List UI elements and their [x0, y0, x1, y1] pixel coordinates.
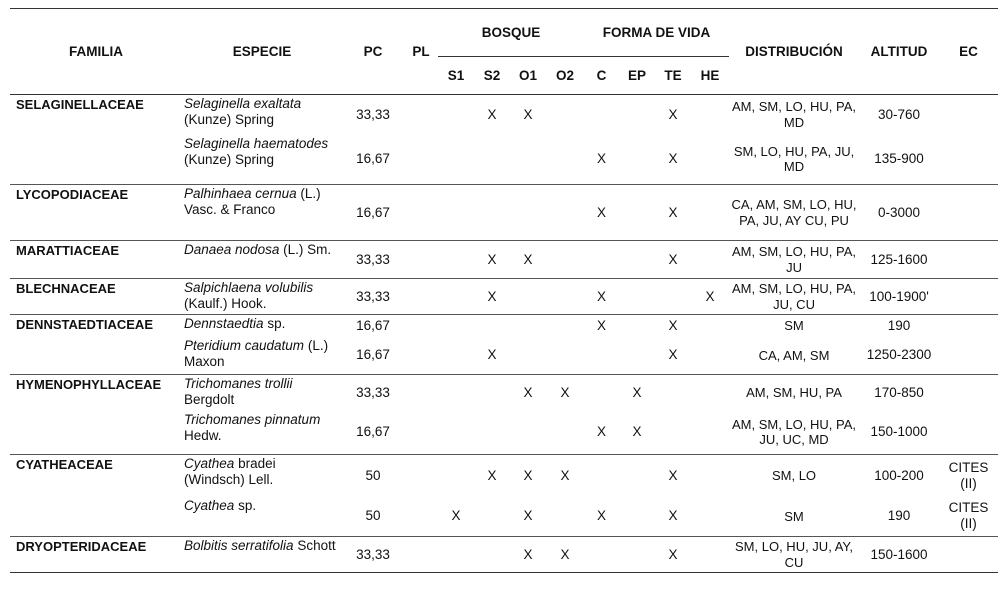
ep-cell — [619, 455, 655, 497]
especie-author: Hedw. — [184, 427, 222, 443]
c-cell: X — [597, 151, 607, 167]
header-o2: O2 — [546, 57, 584, 95]
especie-author: (Kunze) Spring — [184, 151, 275, 167]
he-cell — [691, 241, 729, 279]
header-bosque: BOSQUE — [438, 9, 584, 57]
especie-genus: Danaea nodosa — [184, 242, 280, 257]
he-cell — [691, 315, 729, 337]
familia-cell: DENNSTAEDTIACEAE — [10, 315, 182, 337]
especie-author: (L.) Sm. — [283, 242, 332, 257]
s1-cell — [438, 279, 474, 315]
o2-cell — [546, 95, 584, 135]
s2-cell — [474, 537, 510, 573]
altitud-cell: 100-200 — [859, 455, 939, 497]
especie-author: Bergdolt — [184, 392, 235, 407]
table-row — [10, 337, 998, 375]
table-row — [10, 455, 998, 497]
header-c: C — [584, 57, 619, 95]
pl-cell — [404, 135, 438, 185]
ec-cell — [939, 315, 998, 337]
especie-genus: Selaginella exaltata — [184, 96, 302, 111]
distribucion-cell: SM, LO, HU, PA, JU, MD — [733, 143, 855, 175]
especie-genus: Cyathea — [184, 497, 235, 513]
ep-cell — [619, 95, 655, 135]
he-cell — [691, 375, 729, 411]
altitud-cell: 190 — [859, 315, 939, 337]
he-cell — [691, 95, 729, 135]
pc-cell: 33,33 — [342, 375, 404, 411]
distribucion-cell: AM, SM, HU, PA — [729, 375, 859, 411]
especie-genus: Bolbitis serratifolia — [184, 538, 294, 553]
o1-cell — [510, 185, 546, 241]
c-cell — [584, 455, 619, 497]
o2-cell — [546, 185, 584, 241]
especie-cell — [182, 497, 342, 537]
o1-cell — [510, 337, 546, 375]
distribucion-cell: AM, SM, LO, HU, PA, JU — [729, 241, 859, 279]
especie-author: sp. — [238, 497, 257, 513]
familia-cell: SELAGINELLACEAE — [10, 95, 182, 135]
he-cell — [691, 185, 729, 241]
ep-cell — [619, 337, 655, 375]
distribucion-cell: SM — [729, 315, 859, 337]
altitud-cell: 135-900 — [874, 151, 924, 167]
te-cell — [655, 411, 691, 455]
o2-cell — [546, 497, 584, 537]
pc-cell: 16,67 — [342, 315, 404, 337]
s1-cell — [438, 185, 474, 241]
te-cell: X — [655, 241, 691, 279]
s1-cell — [438, 411, 474, 455]
ep-cell — [619, 135, 655, 185]
header-forma-de-vida: FORMA DE VIDA — [584, 9, 729, 57]
ep-cell — [619, 279, 655, 315]
pl-cell — [404, 455, 438, 497]
pc-cell: 16,67 — [342, 185, 404, 241]
altitud-cell: 30-760 — [859, 95, 939, 135]
s2-cell — [474, 497, 510, 537]
s1-cell: X — [451, 508, 461, 524]
he-cell — [691, 337, 729, 375]
c-cell: X — [597, 508, 607, 524]
he-cell: X — [691, 279, 729, 315]
distribucion-cell: AM, SM, LO, HU, PA, JU, UC, MD — [732, 416, 857, 448]
pc-cell: 16,67 — [356, 347, 390, 363]
he-cell — [691, 135, 729, 185]
ep-cell: X — [632, 424, 642, 440]
ep-cell — [619, 315, 655, 337]
s2-cell: X — [474, 241, 510, 279]
distribucion-cell: CA, AM, SM, LO, HU, PA, JU, AY CU, PU — [729, 185, 859, 241]
header-especie: ESPECIE — [182, 9, 342, 95]
pc-cell: 33,33 — [342, 537, 404, 573]
pl-cell — [404, 279, 438, 315]
especie-genus: Palhinhaea cernua — [184, 186, 297, 201]
o1-cell — [510, 411, 546, 455]
s2-cell: X — [487, 347, 497, 363]
c-cell: X — [584, 315, 619, 337]
especie-cell — [182, 537, 342, 573]
species-table — [10, 8, 998, 573]
familia-cell — [10, 135, 182, 185]
header-distribucion: DISTRIBUCIÓN — [729, 9, 859, 95]
altitud-cell: 170-850 — [859, 375, 939, 411]
especie-genus: Selaginella haematodes — [184, 135, 329, 151]
pl-cell — [404, 411, 438, 455]
especie-author: (L.) Maxon — [184, 337, 329, 369]
familia-cell — [10, 337, 182, 375]
c-cell: X — [597, 424, 607, 440]
o1-cell: X — [523, 508, 533, 524]
o1-cell — [510, 279, 546, 315]
pc-cell: 50 — [365, 508, 381, 524]
te-cell: X — [668, 347, 678, 363]
ep-cell: X — [619, 375, 655, 411]
especie-author: Schott — [297, 538, 336, 553]
pc-cell: 33,33 — [342, 95, 404, 135]
ec-cell: CITES (II) — [939, 455, 998, 497]
table-row — [10, 537, 998, 573]
o2-cell — [546, 279, 584, 315]
o1-cell — [510, 135, 546, 185]
c-cell — [584, 537, 619, 573]
altitud-cell: 150-1000 — [870, 424, 928, 440]
o1-cell: X — [510, 95, 546, 135]
distribucion-cell: AM, SM, LO, HU, PA, JU, CU — [729, 279, 859, 315]
header-ep: EP — [619, 57, 655, 95]
especie-genus: Salpichlaena volubilis — [184, 280, 314, 295]
header-s2: S2 — [474, 57, 510, 95]
pl-cell — [404, 95, 438, 135]
c-cell — [584, 95, 619, 135]
especie-author: sp. — [267, 316, 286, 331]
table-row — [10, 315, 998, 337]
s2-cell: X — [474, 279, 510, 315]
altitud-cell: 0-3000 — [859, 185, 939, 241]
distribucion-cell: SM — [784, 508, 804, 524]
ec-cell — [939, 95, 998, 135]
especie-genus: Dennstaedtia — [184, 316, 264, 331]
header-s1: S1 — [438, 57, 474, 95]
te-cell: X — [655, 185, 691, 241]
ec-cell — [939, 337, 998, 375]
te-cell: X — [655, 537, 691, 573]
ec-cell — [939, 185, 998, 241]
s1-cell — [438, 95, 474, 135]
c-cell: X — [584, 279, 619, 315]
especie-genus: Trichomanes pinnatum — [184, 411, 321, 427]
especie-cell — [182, 185, 342, 241]
familia-cell: LYCOPODIACEAE — [10, 185, 182, 241]
o2-cell — [546, 241, 584, 279]
altitud-cell: 150-1600 — [859, 537, 939, 573]
s2-cell: X — [474, 95, 510, 135]
he-cell — [691, 497, 729, 537]
ec-cell — [939, 135, 998, 185]
especie-author: (L.) Vasc. & Franco — [184, 186, 321, 217]
header-altitud: ALTITUD — [859, 9, 939, 95]
table-row — [10, 375, 998, 411]
c-cell — [584, 375, 619, 411]
he-cell — [691, 537, 729, 573]
familia-cell: BLECHNACEAE — [10, 279, 182, 315]
distribucion-cell: SM, LO — [729, 455, 859, 497]
s2-cell: X — [474, 455, 510, 497]
especie-author: (Kaulf.) Hook. — [184, 296, 267, 311]
pl-cell — [404, 241, 438, 279]
c-cell — [584, 337, 619, 375]
o2-cell: X — [546, 375, 584, 411]
distribucion-cell: AM, SM, LO, HU, PA, MD — [729, 95, 859, 135]
s2-cell — [474, 375, 510, 411]
ec-cell — [939, 537, 998, 573]
especie-cell — [182, 279, 342, 315]
s1-cell — [438, 375, 474, 411]
especie-author: (Kunze) Spring — [184, 112, 275, 127]
s1-cell — [438, 537, 474, 573]
especie-cell — [182, 241, 342, 279]
table-row — [10, 497, 998, 537]
te-cell — [655, 279, 691, 315]
o2-cell — [546, 135, 584, 185]
header-pc: PC — [342, 9, 404, 95]
table-row — [10, 95, 998, 135]
pc-cell: 33,33 — [342, 241, 404, 279]
c-cell — [584, 241, 619, 279]
pl-cell — [404, 497, 438, 537]
familia-cell: HYMENOPHYLLACEAE — [10, 375, 182, 411]
header-he: HE — [691, 57, 729, 95]
te-cell: X — [655, 455, 691, 497]
he-cell — [691, 455, 729, 497]
he-cell — [691, 411, 729, 455]
ec-cell — [939, 411, 998, 455]
pl-cell — [404, 375, 438, 411]
ep-cell — [619, 185, 655, 241]
ec-cell: CITES (II) — [948, 500, 989, 532]
pl-cell — [404, 315, 438, 337]
especie-cell — [182, 375, 342, 411]
s1-cell — [438, 337, 474, 375]
te-cell: X — [655, 315, 691, 337]
table-row — [10, 279, 998, 315]
distribucion-cell: SM, LO, HU, JU, AY, CU — [729, 537, 859, 573]
altitud-cell: 1250-2300 — [866, 347, 932, 363]
header-ec: EC — [939, 9, 998, 95]
o2-cell — [546, 337, 584, 375]
s2-cell — [474, 135, 510, 185]
especie-cell — [182, 135, 342, 185]
s1-cell — [438, 135, 474, 185]
s1-cell — [438, 455, 474, 497]
header-familia: FAMILIA — [10, 9, 182, 95]
pl-cell — [404, 537, 438, 573]
ep-cell — [619, 537, 655, 573]
especie-cell — [182, 337, 342, 375]
o2-cell — [546, 411, 584, 455]
table-body — [10, 95, 998, 573]
altitud-cell: 125-1600 — [859, 241, 939, 279]
ep-cell — [619, 241, 655, 279]
ep-cell — [619, 497, 655, 537]
especie-genus: Cyathea — [184, 456, 235, 471]
pl-cell — [404, 337, 438, 375]
s2-cell — [474, 411, 510, 455]
pc-cell: 16,67 — [356, 151, 390, 167]
header-o1: O1 — [510, 57, 546, 95]
pc-cell: 50 — [342, 455, 404, 497]
especie-cell — [182, 315, 342, 337]
header-pl: PL — [404, 9, 438, 95]
header-te: TE — [655, 57, 691, 95]
especie-genus: Pteridium caudatum — [184, 337, 305, 353]
te-cell: X — [655, 95, 691, 135]
ec-cell — [939, 279, 998, 315]
altitud-cell: 190 — [887, 508, 911, 524]
o2-cell: X — [546, 537, 584, 573]
c-cell: X — [584, 185, 619, 241]
table-row — [10, 241, 998, 279]
ec-cell — [939, 375, 998, 411]
pc-cell: 16,67 — [356, 424, 390, 440]
ec-cell — [939, 241, 998, 279]
o1-cell: X — [510, 241, 546, 279]
especie-cell — [182, 455, 342, 497]
o1-cell: X — [510, 375, 546, 411]
familia-cell: DRYOPTERIDACEAE — [10, 537, 182, 573]
altitud-cell: 100-1900' — [859, 279, 939, 315]
s2-cell — [474, 185, 510, 241]
familia-cell — [10, 497, 182, 537]
especie-author: bradei (Windsch) Lell. — [184, 456, 276, 487]
table-row — [10, 411, 998, 455]
table-row — [10, 135, 998, 185]
te-cell — [655, 375, 691, 411]
o1-cell — [510, 315, 546, 337]
s2-cell — [474, 315, 510, 337]
te-cell: X — [668, 151, 678, 167]
pc-cell: 33,33 — [342, 279, 404, 315]
s1-cell — [438, 241, 474, 279]
familia-cell: CYATHEACEAE — [10, 455, 182, 497]
especie-cell — [182, 95, 342, 135]
table-row — [10, 185, 998, 241]
pl-cell — [404, 185, 438, 241]
te-cell: X — [668, 508, 678, 524]
o1-cell: X — [510, 537, 546, 573]
especie-genus: Trichomanes trollii — [184, 376, 293, 391]
distribucion-cell: CA, AM, SM — [758, 347, 830, 363]
especie-cell — [182, 411, 342, 455]
s1-cell — [438, 315, 474, 337]
o1-cell: X — [510, 455, 546, 497]
familia-cell — [10, 411, 182, 455]
familia-cell: MARATTIACEAE — [10, 241, 182, 279]
o2-cell — [546, 315, 584, 337]
o2-cell: X — [546, 455, 584, 497]
